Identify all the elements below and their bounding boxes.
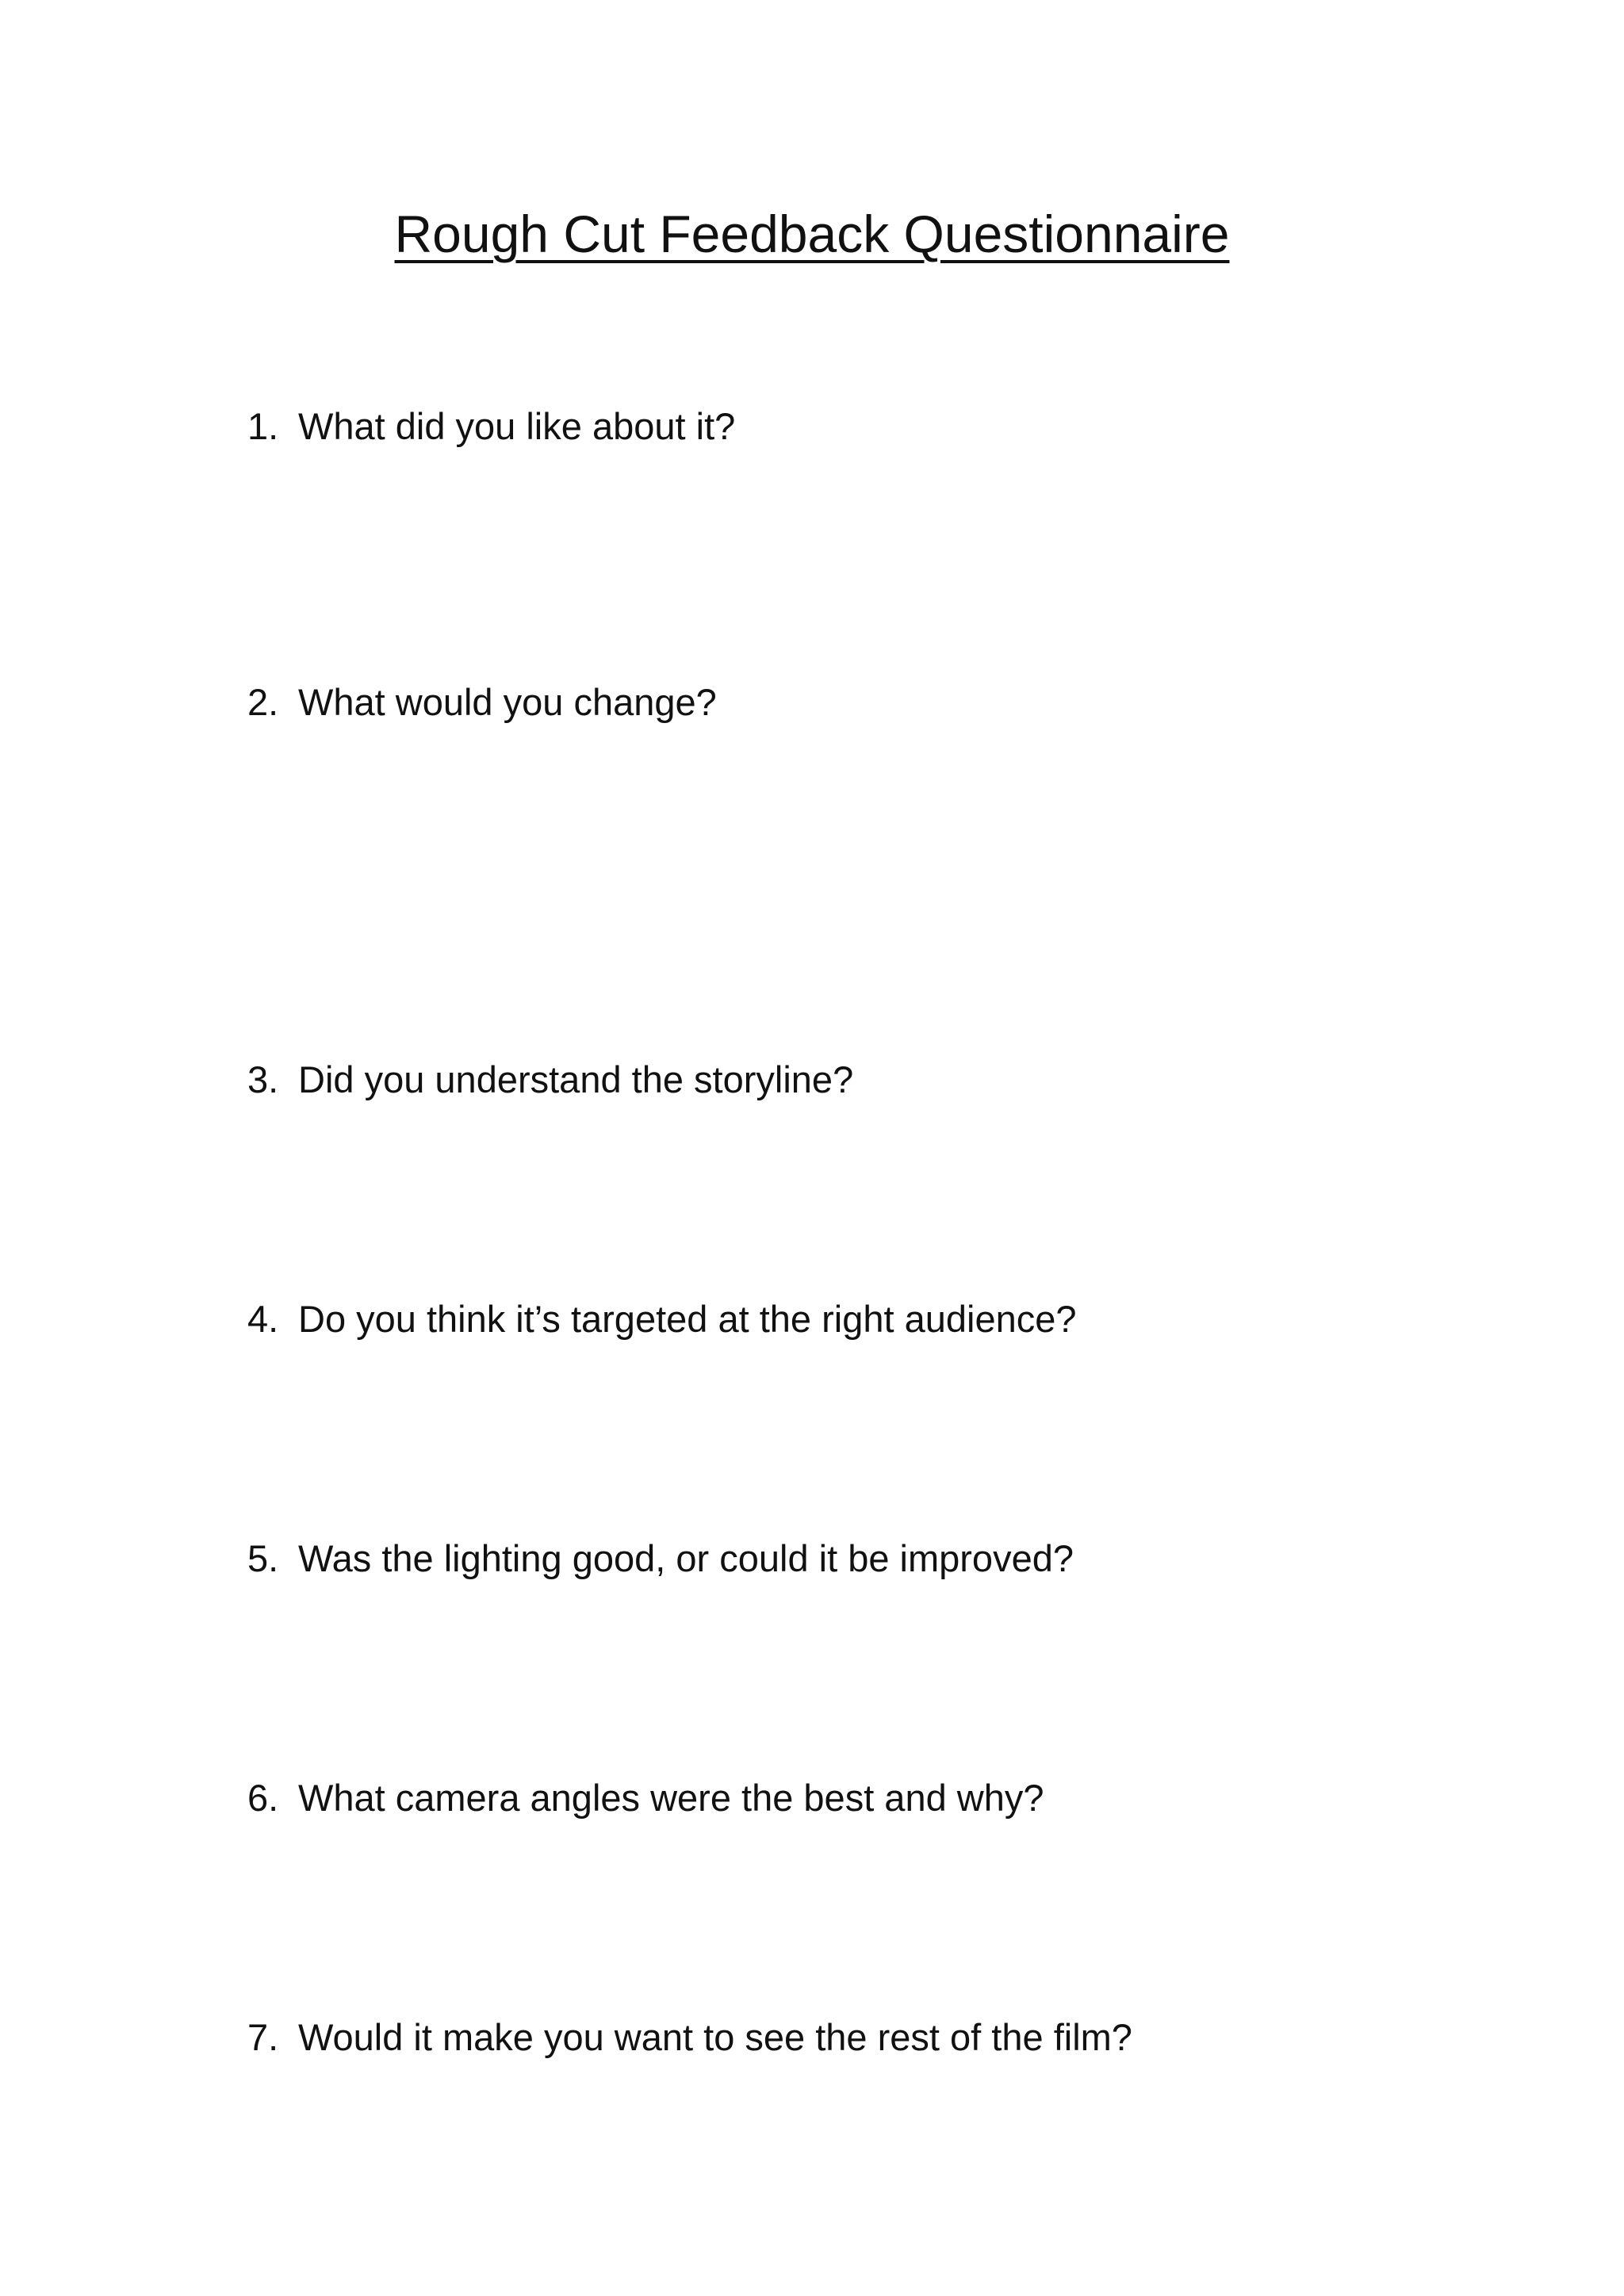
question-number: 7. bbox=[247, 2016, 279, 2058]
question-number: 6. bbox=[247, 1777, 279, 1819]
question-number: 1. bbox=[247, 405, 279, 447]
question-7 bbox=[247, 2012, 1132, 2063]
question-text: What would you change? bbox=[298, 681, 717, 723]
question-number: 5. bbox=[247, 1537, 279, 1579]
question-text: Was the lighting good, or could it be improved? bbox=[298, 1537, 1074, 1579]
question-5 bbox=[247, 1533, 1074, 1584]
question-text: What camera angles were the best and why? bbox=[298, 1777, 1044, 1819]
question-text: Do you think it’s targeted at the right audience? bbox=[298, 1298, 1077, 1340]
question-text: What did you like about it? bbox=[298, 405, 736, 447]
question-text: Would it make you want to see the rest of the film? bbox=[298, 2016, 1132, 2058]
question-1 bbox=[247, 401, 735, 452]
question-number: 2. bbox=[247, 681, 279, 723]
question-4 bbox=[247, 1294, 1077, 1345]
question-text: Did you understand the storyline? bbox=[298, 1058, 854, 1100]
question-2 bbox=[247, 677, 717, 728]
document-title: Rough Cut Feedback Questionnaire bbox=[394, 205, 1230, 263]
question-number: 3. bbox=[247, 1058, 279, 1100]
question-6 bbox=[247, 1773, 1044, 1823]
question-number: 4. bbox=[247, 1298, 279, 1340]
question-3 bbox=[247, 1054, 853, 1105]
